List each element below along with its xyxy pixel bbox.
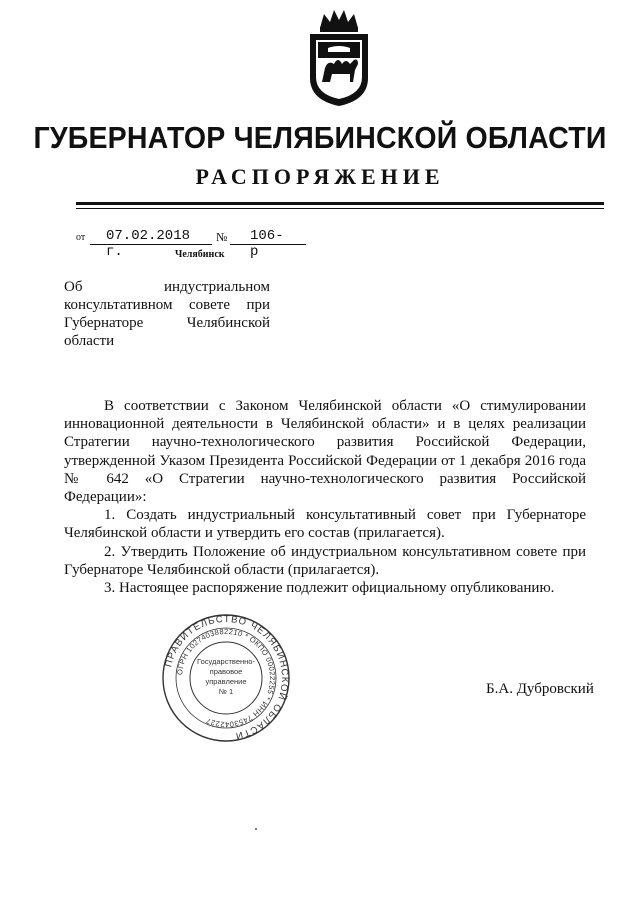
date-label: от (76, 232, 86, 243)
seal-outer-text: ПРАВИТЕЛЬСТВО ЧЕЛЯБИНСКОЙ ОБЛАСТИ (163, 613, 291, 742)
coat-of-arms-icon (298, 8, 380, 108)
signatory-name: Б.А. Дубровский (486, 681, 594, 697)
document-body (64, 397, 586, 597)
body-item-2: 2. Утвердить Положение об индустриальном консультативном совете при Губернаторе Челябинской области (прилагается). (64, 543, 586, 578)
city-label: Челябинск (175, 249, 225, 260)
official-seal (160, 613, 292, 743)
header-rule-thin (76, 208, 604, 209)
body-item-1: 1. Создать индустриальный консультативный совет при Губернаторе Челябинской области и утвердить его состав (прилагается). (64, 507, 586, 542)
document-title: ГУБЕРНАТОР ЧЕЛЯБИНСКОЙ ОБЛАСТИ (33, 120, 607, 155)
document-type: РАСПОРЯЖЕНИЕ (195, 164, 445, 189)
document-subject: Об индустриальном консультативном совете при Губернаторе Челябинской области (64, 279, 270, 349)
header-rule-thick (76, 202, 604, 205)
seal-center-line-3: управление (205, 677, 247, 686)
body-item-3: 3. Настоящее распоряжение подлежит официальному опубликованию. (104, 580, 555, 597)
seal-center-line-1: Государственно- (197, 657, 255, 666)
number-label: № (216, 230, 228, 244)
seal-inner-text: ОГРН 1027403882210 * ОКПО 00022255 * ИНН 7453042227 (175, 626, 278, 730)
seal-center-line-2: правовое (209, 667, 243, 676)
scan-speck (255, 828, 257, 830)
body-intro-paragraph: В соответствии с Законом Челябинской области «О стимулировании инновационной деятельности в Челябинской области» и в целях реализации Стратегии научно-технологического развития Российской Федерации, утвержденной Указом Президента Российской Федерации от 1 декабря 2016 года № 642 «О Стратегии научно-технологического развития Российской Федерации»: (64, 398, 586, 506)
number-value: 106-р (250, 228, 284, 260)
seal-center-line-4: № 1 (218, 687, 234, 696)
date-value: 07.02.2018 г. (106, 228, 191, 260)
